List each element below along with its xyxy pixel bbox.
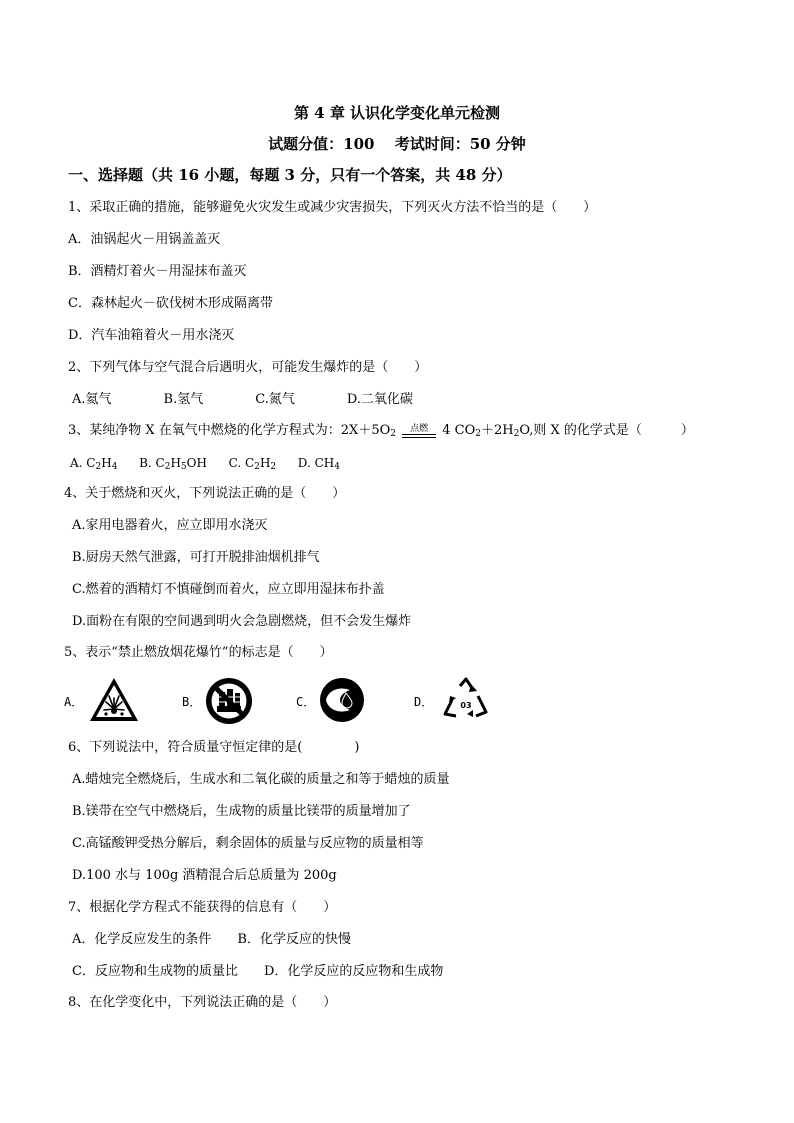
q3-option-c: C. $C_2H_2$ (228, 456, 277, 472)
question-6-option-a: A.蜡烛完全燃烧后，生成水和二氧化碳的质量之和等于蜡烛的质量 (72, 772, 450, 787)
recycle-code-text: 03 (460, 701, 472, 710)
question-2-stem: 2、下列气体与空气混合后遇明火，可能发生爆炸的是（ ） (68, 360, 428, 375)
page-title: 第 4 章 认识化学变化单元检测 (293, 104, 501, 122)
question-3-stem (68, 422, 694, 440)
question-7-options-row-1: A．化学反应发生的条件 B．化学反应的快慢 (72, 932, 351, 947)
recycle-sign-icon (440, 676, 492, 724)
q5-option-c-label: C． (296, 695, 316, 709)
question-1-option-c: C．森林起火－砍伐树木形成隔离带 (68, 296, 273, 311)
water-saving-sign-icon (318, 676, 366, 724)
question-5-options (64, 676, 524, 728)
explosive-warning-sign-icon (88, 676, 140, 724)
question-1-option-b: B．酒精灯着火－用湿抹布盖灭 (68, 264, 247, 279)
question-4-option-b: B.厨房天然气泄露，可打开脱排油烟机排气 (72, 550, 320, 565)
question-8-stem: 8、在化学变化中，下列说法正确的是（ ） (68, 995, 337, 1010)
question-1-option-a: A．油锅起火－用锅盖盖灭 (68, 232, 221, 247)
q3-sub-o2: 2 (390, 429, 396, 439)
question-4-option-d: D.面粉在有限的空间遇到明火会急剧燃烧，但不会发生爆炸 (72, 614, 412, 629)
reaction-arrow (402, 424, 436, 438)
q3-sub-co2: 2 (475, 429, 482, 439)
question-7-stem: 7、根据化学方程式不能获得的信息有（ ） (68, 900, 337, 915)
q3-option-b: B. $C_2H_5OH$ (139, 456, 207, 472)
q3-option-a: A. $C_2H_4$ (70, 456, 118, 472)
no-fireworks-sign-icon (204, 676, 254, 726)
equals-bar (402, 434, 436, 438)
reaction-condition: 点燃 (410, 423, 429, 434)
question-6-option-d: D.100 水与 100g 酒精混合后总质量为 200g (72, 868, 337, 883)
question-3-options (70, 454, 340, 472)
page-subtitle: 试题分值：100 考试时间：50 分钟 (268, 135, 526, 153)
q3-text-mid2: ＋2H (481, 423, 514, 438)
question-6-stem: 6、下列说法中，符合质量守恒定律的是( ) (68, 740, 360, 755)
q5-option-a-label: A． (64, 695, 84, 709)
question-4-option-a: A.家用电器着火，应立即用水浇灭 (72, 518, 268, 533)
question-2-options: A.氦气 B.氢气 C.氮气 D.二氧化碳 (72, 392, 413, 407)
question-1-stem: 1、采取正确的措施，能够避免火灾发生或减少灾害损失，下列灭火方法不恰当的是（ ） (68, 200, 597, 215)
section-heading: 一、选择题（共 16 小题，每题 3 分，只有一个答案，共 48 分） (68, 166, 512, 184)
q3-option-d: D. $CH_4$ (297, 456, 340, 472)
q3-text-after: O,则 X 的化学式是（ ） (519, 423, 694, 438)
q3-text-before: 3、某纯净物 X 在氧气中燃烧的化学方程式为：2X＋5O (68, 423, 391, 438)
q5-option-b-label: B． (182, 695, 202, 709)
question-6-option-c: C.高锰酸钾受热分解后，剩余固体的质量与反应物的质量相等 (72, 836, 424, 851)
question-1-option-d: D．汽车油箱着火－用水浇灭 (68, 328, 235, 343)
q3-sub-h2: 2 (513, 429, 520, 439)
question-4-stem: 4、关于燃烧和灭火，下列说法正确的是（ ） (64, 486, 346, 501)
question-4-option-c: C.燃着的酒精灯不慎碰倒而着火，应立即用湿抹布扑盖 (72, 582, 385, 597)
question-6-option-b: B.镁带在空气中燃烧后，生成物的质量比镁带的质量增加了 (72, 804, 411, 819)
question-7-options-row-2: C．反应物和生成物的质量比 D．化学反应的反应物和生成物 (72, 964, 444, 979)
q3-text-mid: 4 CO (442, 423, 476, 438)
question-5-stem: 5、表示“禁止燃放烟花爆竹”的标志是（ ） (64, 645, 333, 660)
q5-option-d-label: D． (414, 695, 434, 709)
